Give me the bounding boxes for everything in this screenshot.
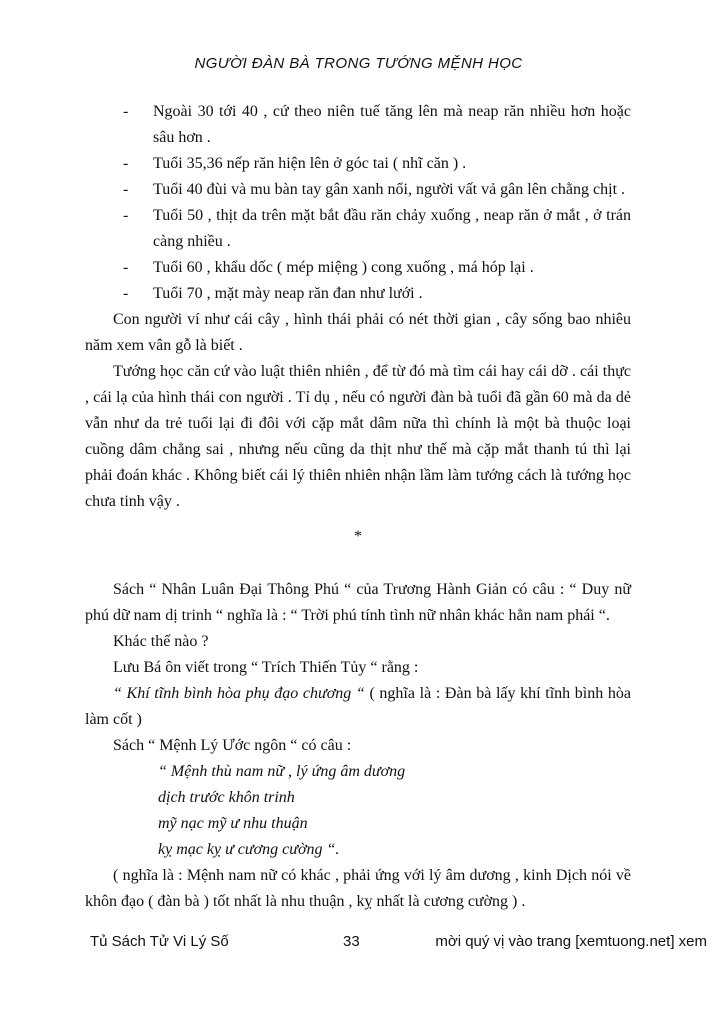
quote-italic: “ Khí tĩnh bình hòa phụ đạo chương “ [113, 685, 365, 702]
poem-line: “ Mệnh thù nam nữ , lý ứng âm dương [158, 763, 406, 780]
list-marker: - [123, 285, 129, 302]
paragraph-tree: Con người ví như cái cây , hình thái phải có nét thời gian , cây sống bao nhiêu năm xem vân gỗ là biết . [85, 311, 631, 354]
list-marker: - [123, 181, 129, 198]
poem-line: dịch trước khôn trinh [158, 789, 295, 806]
list-item [85, 99, 631, 151]
list-marker: - [123, 207, 129, 224]
paragraph-tuong-hoc: Tướng học căn cứ vào luật thiên nhiên , để từ đó mà tìm cái hay cái dỡ . cái thực , cái lạ của hình thái con người . Tỉ dụ , nếu có người đàn bà tuổi đã gần 60 mà da dẻ vẫn như da trẻ tuổi lại đi đôi với cặp mắt dâm nữa thì chính là một bà thuộc loại cuồng dâm chẳng sai , nhưng nếu cũng da thịt như thế mà cặp mắt thanh tú thì lại phải đoán khác . Không biết cái lý thiên nhiên nhận lầm làm tướng cách là tướng học chưa tinh vậy . [85, 363, 631, 510]
list-item [85, 203, 631, 255]
page-body [85, 99, 631, 915]
paragraph-khac-the-nao: Khác thế nào ? [113, 633, 209, 650]
bullet-list [85, 99, 631, 307]
list-item [85, 281, 631, 307]
page-title: NGƯỜI ĐÀN BÀ TRONG TƯỚNG MỆNH HỌC [194, 55, 523, 72]
list-marker: - [123, 259, 129, 276]
poem-line: mỹ nạc mỹ ư nhu thuận [158, 815, 308, 832]
list-marker: - [123, 155, 129, 172]
list-item-text: Tuổi 40 đùi và mu bàn tay gân xanh nổi, người vất vả gân lên chằng chịt . [153, 181, 626, 198]
list-item [85, 177, 631, 203]
poem-quote [158, 759, 631, 863]
paragraph-luu-ba-on: Lưu Bá ôn viết trong “ Trích Thiến Tủy “ rằng : [113, 659, 419, 676]
quote-gloss: ( nghĩa là : Đàn bà lấy khí tĩnh bình hòa làm cốt ) [85, 685, 631, 728]
separator-asterisk: * [354, 528, 362, 545]
list-item-text: Tuổi 50 , thịt da trên mặt bắt đầu răn chảy xuống , neap răn ở mắt , ở trán càng nhiều . [153, 207, 631, 250]
paragraph-sach-menh-ly: Sách “ Mệnh Lý Ước ngôn “ có câu : [113, 737, 352, 754]
poem-line: kỵ mạc kỵ ư cương cường “. [158, 841, 340, 858]
list-item-text: Ngoài 30 tới 40 , cứ theo niên tuế tăng lên mà neap răn nhiều hơn hoặc sâu hơn . [153, 103, 631, 146]
page-number: 33 [343, 933, 360, 950]
footer-series-title: Tủ Sách Tử Vi Lý Số [90, 933, 229, 950]
list-item-text: Tuổi 60 , khẩu dốc ( mép miệng ) cong xuống , má hóp lại . [153, 259, 534, 276]
list-item [85, 151, 631, 177]
list-item-text: Tuổi 70 , mặt mày neap răn đan như lưới . [153, 285, 423, 302]
footer-site-note: mời quý vị vào trang [xemtuong.net] xem [435, 933, 707, 950]
paragraph-khi-tinh [85, 681, 631, 733]
list-marker: - [123, 103, 129, 120]
paragraph-nghia-la-menh: ( nghĩa là : Mệnh nam nữ có khác , phải ứng với lý âm dương , kinh Dịch nói về khôn đạo ( đàn bà ) tốt nhất là nhu thuận , kỵ nhất là cương cường ) . [85, 867, 631, 910]
page-footer [0, 931, 717, 953]
list-item-text: Tuổi 35,36 nếp răn hiện lên ở góc tai ( nhĩ căn ) . [153, 155, 467, 172]
paragraph-sach-nhan-luan: Sách “ Nhân Luân Đại Thông Phú “ của Trương Hành Giản có câu : “ Duy nữ phú dữ nam dị trinh “ nghĩa là : “ Trời phú tính tình nữ nhân khác hẳn nam phái “. [85, 581, 631, 624]
list-item [85, 255, 631, 281]
